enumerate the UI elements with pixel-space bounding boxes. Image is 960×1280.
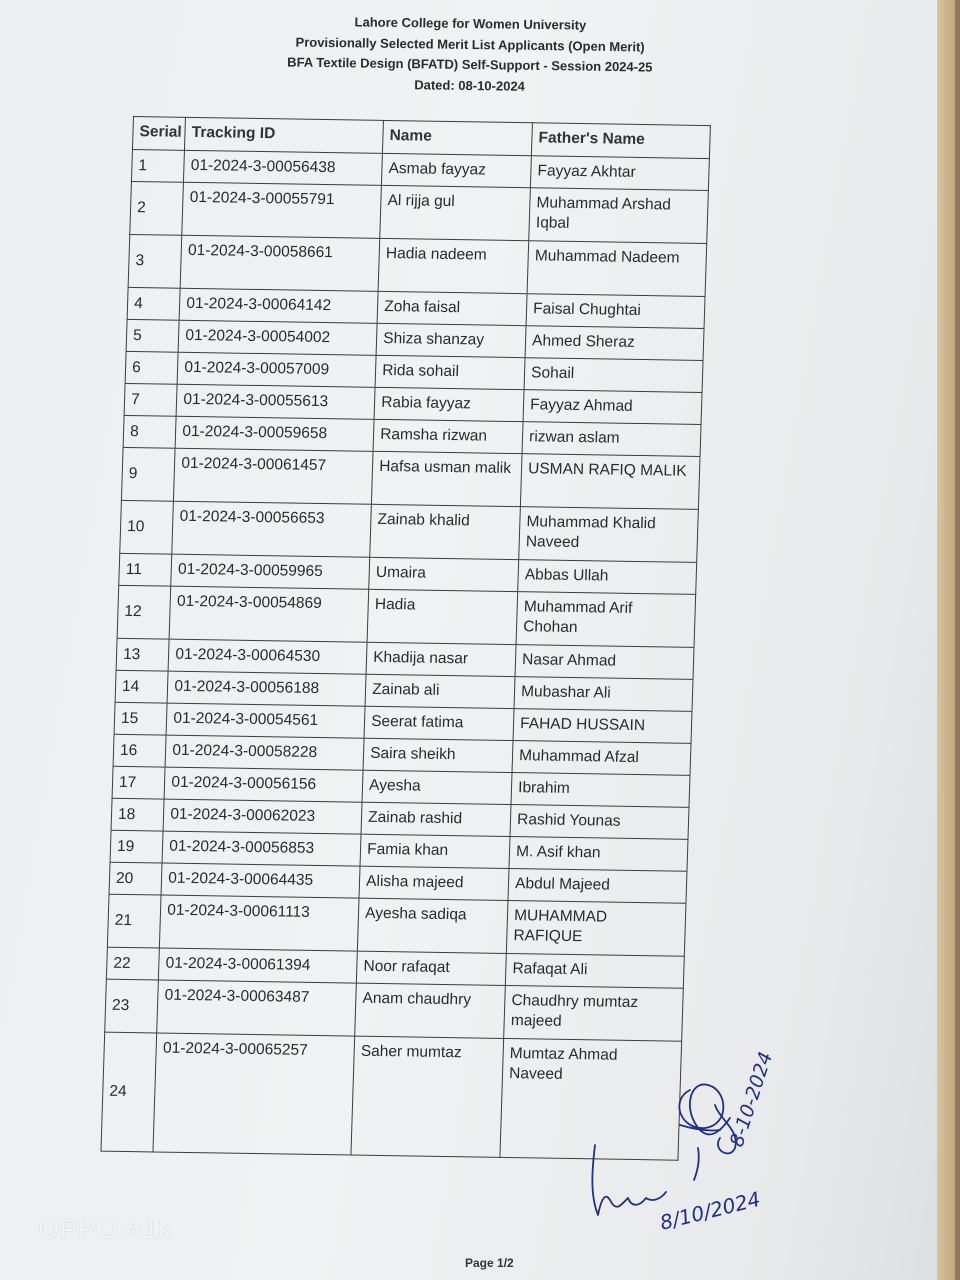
serial-cell: 16: [113, 734, 166, 767]
tracking-id-cell: 01-2024-3-00058661: [180, 235, 380, 291]
tracking-id-cell: 01-2024-3-00064435: [161, 863, 360, 898]
serial-cell: 4: [127, 287, 180, 320]
name-cell: Hafsa usman malik: [372, 451, 523, 506]
name-cell: Zoha faisal: [377, 291, 527, 325]
name-cell: Zainab khalid: [370, 504, 521, 559]
name-cell: Khadija nasar: [366, 642, 516, 676]
serial-cell: 9: [121, 447, 175, 501]
serial-cell: 23: [105, 979, 159, 1033]
table-row: [128, 234, 707, 296]
father-name-cell: Mubashar Ali: [514, 677, 693, 712]
father-name-cell: Ibrahim: [511, 773, 690, 808]
tracking-id-cell: 01-2024-3-00064142: [179, 288, 378, 323]
serial-cell: 17: [112, 766, 165, 799]
father-name-cell: Muhammad Afzal: [512, 741, 691, 776]
paper-edge: [937, 0, 955, 1280]
tracking-id-cell: 01-2024-3-00064530: [168, 639, 367, 674]
tracking-id-cell: 01-2024-3-00062023: [163, 799, 362, 834]
tracking-id-cell: 01-2024-3-00056438: [184, 150, 383, 185]
serial-cell: 18: [111, 798, 164, 831]
serial-cell: 2: [130, 181, 184, 235]
serial-cell: 5: [126, 319, 179, 352]
tracking-id-cell: 01-2024-3-00065257: [153, 1033, 355, 1155]
signature-date-1: 8-10-2024: [725, 1049, 778, 1150]
list-title: Provisionally Selected Merit List Applicants (Open Merit): [295, 34, 645, 54]
father-name-cell: Fayyaz Akhtar: [531, 156, 710, 191]
page-number: Page 1/2: [465, 1256, 514, 1270]
father-name-cell: Fayyaz Ahmad: [523, 390, 702, 425]
name-cell: Umaira: [369, 557, 519, 591]
name-cell: Asmab fayyaz: [382, 153, 532, 187]
father-name-cell: Rashid Younas: [510, 805, 689, 840]
father-name-cell: Chaudhry mumtaz majeed: [504, 985, 684, 1041]
serial-cell: 7: [124, 383, 177, 416]
father-name-cell: Muhammad Arshad Iqbal: [529, 188, 709, 244]
merit-list-sheet: [100, 116, 710, 1161]
column-header-father-name: Father's Name: [532, 123, 711, 159]
tracking-id-cell: 01-2024-3-00054002: [178, 320, 377, 355]
name-cell: Shiza shanzay: [376, 323, 526, 357]
name-cell: Noor rafaqat: [356, 951, 506, 985]
name-cell: Zainab ali: [365, 674, 515, 708]
father-name-cell: Mumtaz Ahmad Naveed: [500, 1038, 682, 1160]
father-name-cell: USMAN RAFIQ MALIK: [520, 454, 700, 510]
tracking-id-cell: 01-2024-3-00055613: [176, 384, 375, 419]
father-name-cell: Faisal Chughtai: [526, 294, 705, 329]
table-row: [121, 447, 700, 509]
column-header-serial: Serial: [132, 117, 185, 151]
name-cell: Ramsha rizwan: [373, 419, 523, 453]
serial-cell: 3: [128, 234, 182, 288]
father-name-cell: M. Asif khan: [509, 837, 688, 872]
serial-cell: 24: [101, 1032, 157, 1152]
serial-cell: 21: [107, 894, 161, 948]
tracking-id-cell: 01-2024-3-00055791: [182, 182, 382, 238]
name-cell: Hadia: [367, 589, 518, 644]
father-name-cell: Ahmed Sheraz: [525, 326, 704, 361]
tracking-id-cell: 01-2024-3-00058228: [165, 735, 364, 770]
serial-cell: 13: [116, 638, 169, 671]
list-date: Dated: 08-10-2024: [414, 76, 525, 94]
tracking-id-cell: 01-2024-3-00061113: [160, 895, 360, 951]
tracking-id-cell: 01-2024-3-00056188: [167, 671, 366, 706]
merit-list-table: [100, 116, 710, 1161]
name-cell: Famia khan: [360, 834, 510, 868]
serial-cell: 22: [106, 947, 159, 980]
serial-cell: 11: [119, 553, 172, 586]
serial-cell: 15: [114, 702, 167, 735]
tracking-id-cell: 01-2024-3-00054561: [166, 703, 365, 738]
father-name-cell: rizwan aslam: [522, 422, 701, 457]
serial-cell: 6: [125, 351, 178, 384]
serial-cell: 10: [120, 500, 174, 554]
serial-cell: 12: [117, 585, 171, 639]
tracking-id-cell: 01-2024-3-00061457: [174, 448, 374, 504]
tracking-id-cell: 01-2024-3-00059965: [171, 554, 370, 589]
father-name-cell: Muhammad Khalid Naveed: [519, 507, 699, 563]
father-name-cell: Sohail: [524, 358, 703, 393]
tracking-id-cell: 01-2024-3-00056653: [172, 501, 372, 557]
father-name-cell: MUHAMMAD RAFIQUE: [506, 900, 686, 956]
name-cell: Zainab rashid: [361, 802, 511, 836]
father-name-cell: Abbas Ullah: [518, 560, 697, 595]
name-cell: Ayesha: [362, 770, 512, 804]
name-cell: Hadia nadeem: [378, 238, 529, 293]
serial-cell: 19: [110, 830, 163, 863]
father-name-cell: FAHAD HUSSAIN: [513, 709, 692, 744]
tracking-id-cell: 01-2024-3-00054869: [169, 586, 369, 642]
table-row: [107, 894, 686, 956]
serial-cell: 8: [123, 415, 176, 448]
camera-watermark: OPPO A1k: [38, 1214, 173, 1244]
table-row: [130, 181, 709, 243]
father-name-cell: Abdul Majeed: [508, 869, 687, 904]
name-cell: Rabia fayyaz: [374, 387, 524, 421]
name-cell: Rida sohail: [375, 355, 525, 389]
program-title: BFA Textile Design (BFATD) Self-Support - Session 2024-25: [287, 54, 653, 75]
column-header-tracking-id: Tracking ID: [185, 117, 384, 153]
table-row: [117, 585, 696, 647]
serial-cell: 1: [131, 149, 184, 182]
name-cell: Saher mumtaz: [351, 1036, 504, 1157]
signature-date-2: 8/10/2024: [657, 1186, 763, 1235]
document-header: [219, 11, 720, 100]
name-cell: Anam chaudhry: [355, 983, 506, 1038]
tracking-id-cell: 01-2024-3-00059658: [175, 416, 374, 451]
name-cell: Seerat fatima: [364, 706, 514, 740]
father-name-cell: Nasar Ahmad: [515, 645, 694, 680]
name-cell: Alisha majeed: [359, 866, 509, 900]
table-row: [120, 500, 699, 562]
tracking-id-cell: 01-2024-3-00056156: [164, 767, 363, 802]
father-name-cell: Muhammad Nadeem: [527, 241, 707, 297]
father-name-cell: Muhammad Arif Chohan: [516, 592, 696, 648]
tracking-id-cell: 01-2024-3-00061394: [159, 948, 358, 983]
tracking-id-cell: 01-2024-3-00056853: [162, 831, 361, 866]
father-name-cell: Rafaqat Ali: [505, 953, 684, 988]
serial-cell: 14: [115, 670, 168, 703]
name-cell: Ayesha sadiqa: [357, 898, 508, 953]
tracking-id-cell: 01-2024-3-00063487: [157, 980, 357, 1036]
name-cell: Saira sheikh: [363, 738, 513, 772]
serial-cell: 20: [109, 862, 162, 895]
column-header-name: Name: [383, 120, 533, 155]
name-cell: Al rijja gul: [380, 185, 531, 240]
university-name: Lahore College for Women University: [354, 14, 587, 33]
signature: [570, 1030, 800, 1250]
tracking-id-cell: 01-2024-3-00057009: [177, 352, 376, 387]
